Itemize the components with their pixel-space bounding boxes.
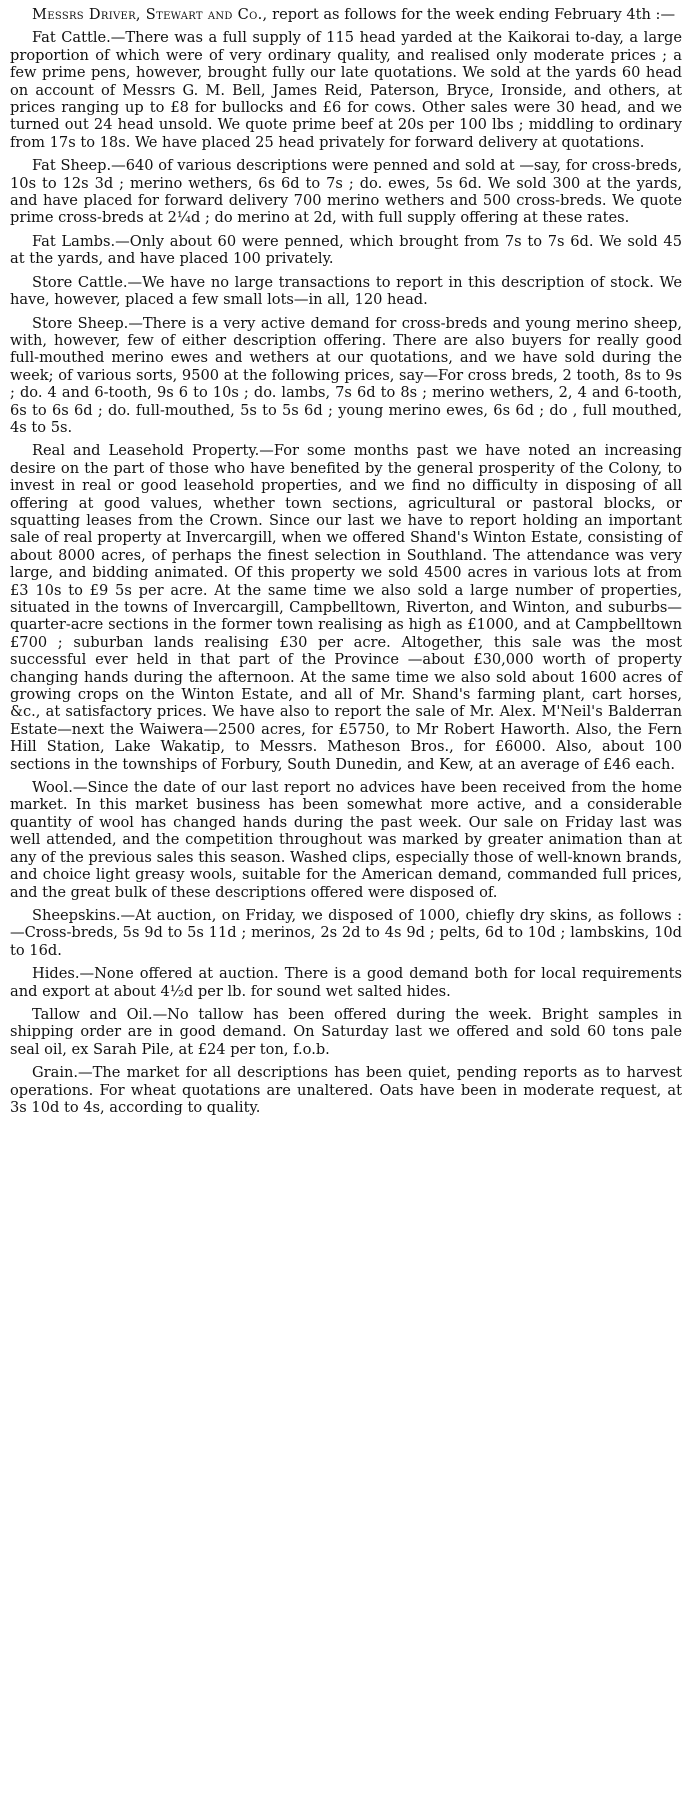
section-sheepskins	[10, 907, 682, 959]
section-body: —There is a very active demand for cross-breds and young merino sheep, with, however, few of either description offering. There are also buyers for really good full-mouthed merino ewes and wethers at our quotations, and we have sold during the week; of various sorts, 9500 at the following prices, say—For cross breds, 2 tooth, 8s to 9s ; do. 4 and 6-tooth, 9s 6 to 10s ; do. lambs, 7s 6d to 8s ; merino wethers, 2, 4 and 6-tooth, 6s to 6s 6d ; do. full-mouthed, 5s to 5s 6d ; young merino ewes, 6s 6d ; do , full mouthed, 4s to 5s.	[10, 314, 682, 436]
section-body: —There was a full supply of 115 head yarded at the Kaikorai to-day, a large proportion of which were of very ordinary quality, and realised only moderate prices ; a few prime pens, however, brought fully our late quotations. We sold at the yards 60 head on account of Messrs G. M. Bell, James Reid, Paterson, Bryce, Ironside, and others, at prices ranging up to £8 for bullocks and £6 for cows. Other sales were 30 head, and we turned out 24 head unsold. We quote prime beef at 20s per 100 lbs ; middling to ordinary from 17s to 18s. We have placed 25 head privately for forward delivery at quotations.	[10, 29, 682, 151]
intro-text: report as follows for the week ending February 4th :—	[267, 6, 676, 23]
section-heading: Store Sheep.	[32, 314, 129, 332]
section-fat-cattle	[10, 29, 682, 151]
section-heading: Store Cattle.	[32, 273, 128, 291]
section-heading: Tallow and Oil.	[32, 1005, 153, 1023]
section-grain	[10, 1064, 682, 1116]
section-fat-sheep	[10, 157, 682, 227]
section-body: —We have no large transactions to report in this description of stock. We have, however, placed a few small lots—in all, 120 head.	[10, 273, 682, 309]
section-body: —Only about 60 were penned, which brought from 7s to 7s 6d. We sold 45 at the yards, and have placed 100 privately.	[10, 232, 682, 268]
section-body: —Since the date of our last report no advices have been received from the home market. In this market business has been somewhat more active, and a considerable quantity of wool has changed hands during the past week. Our sale on Friday last was well attended, and the competition throughout was marked by greater animation than at any of the previous sales this season. Washed clips, especially those of well-known brands, and choice light greasy wools, suitable for the American demand, commanded full prices, and the great bulk of these descriptions offered were disposed of.	[10, 779, 682, 901]
section-heading: Fat Sheep.	[32, 157, 112, 175]
section-body: —No tallow has been offered during the week. Bright samples in shipping order are in good demand. On Saturday last we offered and sold 60 tons pale seal oil, ex Sarah Pile, at £24 per ton, f.o.b.	[10, 1005, 682, 1058]
section-heading: Grain.	[32, 1064, 79, 1082]
section-body: —At auction, on Friday, we disposed of 1000, chiefly dry skins, as follows :—Cross-breds, 5s 9d to 5s 11d ; merinos, 2s 2d to 4s 9d ; pelts, 6d to 10d ; lambskins, 10d to 16d.	[10, 906, 682, 959]
section-body: —640 of various descriptions were penned and sold at —say, for cross-breds, 10s to 12s 3d ; merino wethers, 6s 6d to 7s ; do. ewes, 5s 6d. We sold 300 at the yards, and have placed for forward delivery 700 merino wethers and 500 cross-breds. We quote prime cross-breds at 2¼d ; do merino at 2d, with full supply offering at these rates.	[10, 157, 682, 227]
section-body: —For some months past we have noted an increasing desire on the part of those who have benefited by the general prosperity of the Colony, to invest in real or good leasehold properties, and we find no difficulty in disposing of all offering at good values, whether town sections, agricultural or pastoral blocks, or squatting leases from the Crown. Since our last we have to report holding an important sale of real property at Invercargill, when we offered Shand's Winton Estate, consisting of about 8000 acres, of perhaps the finest selection in Southland. The attendance was very large, and bidding animated. Of this property we sold 4500 acres in various lots at from £3 10s to £9 5s per acre. At the same time we also sold a large number of properties, situated in the towns of Invercargill, Campbelltown, Riverton, and Winton, and suburbs—quarter-acre sections in the former town realising as high as £1000, and at Campbelltown £700 ; suburban lands realising £30 per acre. Altogether, this sale was the most successful ever held in that part of the Province —about £30,000 worth of property changing hands during the afternoon. At the same time we also sold about 1600 acres of growing crops on the Winton Estate, and all of Mr. Shand's farming plant, cart horses, &c., at satisfactory prices. We have also to report the sale of Mr. Alex. M'Neil's Balderran Estate—next the Waiwera—2500 acres, for £5750, to Mr Robert Haworth. Also, the Fern Hill Station, Lake Wakatip, to Messrs. Matheson Bros., for £6000. Also, about 100 sections in the townships of Forbury, South Dunedin, and Kew, at an average of £46 each.	[10, 442, 683, 773]
section-fat-lambs	[10, 233, 682, 268]
section-store-sheep	[10, 315, 682, 437]
section-heading: Sheepskins.	[32, 906, 121, 924]
section-body: —None offered at auction. There is a good demand both for local requirements and export at about 4½d per lb. for sound wet salted hides.	[10, 965, 682, 1000]
section-heading: Fat Lambs.	[32, 232, 116, 250]
section-tallow-oil	[10, 1006, 682, 1058]
section-heading: Real and Leasehold Property.	[32, 442, 260, 460]
section-wool	[10, 779, 682, 901]
section-heading: Fat Cattle.	[32, 29, 111, 47]
section-body: —The market for all descriptions has been quiet, pending reports as to harvest operations. For wheat quotations are unaltered. Oats have been in moderate request, at 3s 10d to 4s, according to quality.	[10, 1064, 682, 1116]
section-heading: Hides.	[32, 965, 80, 983]
report-intro	[10, 6, 682, 23]
section-store-cattle	[10, 274, 682, 309]
section-real-property	[10, 442, 682, 773]
section-heading: Wool.	[32, 779, 73, 797]
section-hides	[10, 965, 682, 1000]
firm-name: Messrs Driver, Stewart and Co.,	[32, 6, 268, 23]
